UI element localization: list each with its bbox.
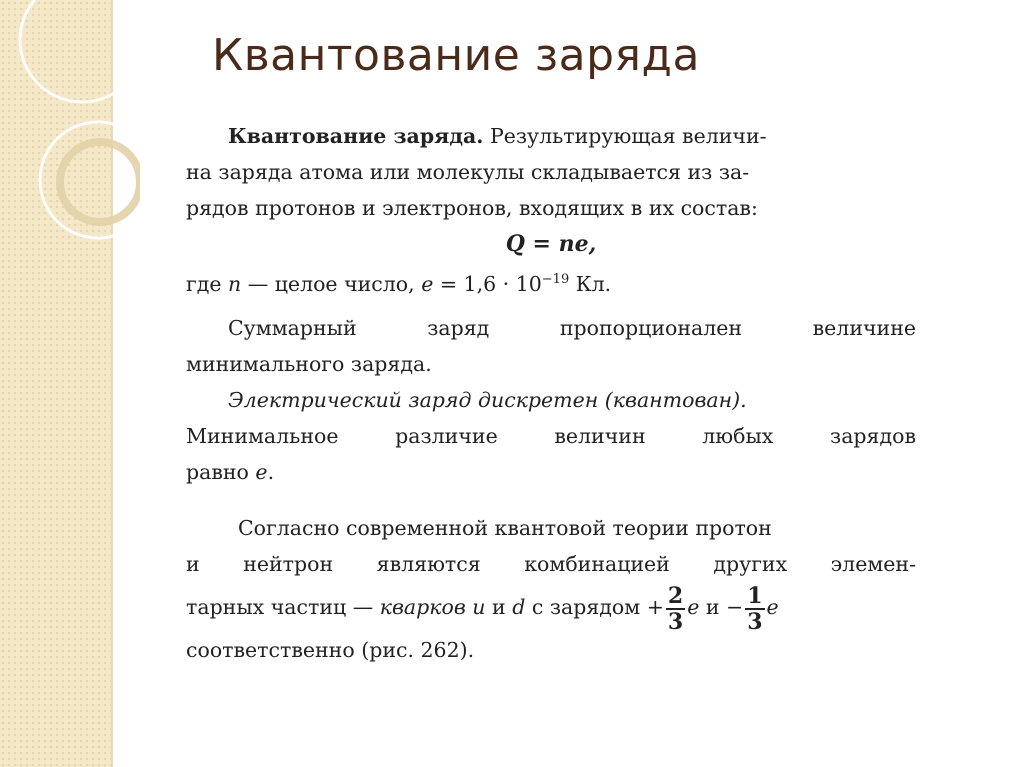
text-span: — целое число, [241,271,422,296]
paragraph-4-line-3 [186,582,916,635]
text-span: и [485,595,513,619]
decorative-circles [0,0,140,320]
paragraph-4-line-1: Согласно современной квантовой теории протон [238,516,772,540]
text-span: и − [699,595,744,619]
quark-d: d [512,595,526,619]
var-e: e [421,271,434,296]
var-e: e [766,595,779,619]
slide-title: Квантование заряда [212,30,700,81]
term-heading: Квантование заряда. [228,124,484,148]
var-e: e [255,460,268,484]
text-span: Кл. [569,271,612,296]
fraction-denominator: 3 [747,608,763,635]
fraction-two-thirds [666,584,685,634]
paragraph-3-line-3 [186,454,916,490]
paragraph-3-line-2: Минимальное различие величин любых зарядов [186,424,916,448]
fraction-denominator: 3 [667,608,684,635]
paragraph-1-line-2: на заряда атома или молекулы складывается из за- [186,160,750,184]
fraction-numerator: 1 [747,582,763,609]
charge-formula: Q = ne, [505,231,597,257]
text-span: тарных частиц — [186,595,380,619]
var-n: n [228,271,242,296]
paragraph-2-line-2: минимального заряда. [186,352,432,376]
text-span: . [267,460,275,484]
paragraph-1-line-1 [186,118,916,154]
text-span: с зарядом + [525,595,664,619]
scanned-textbook-excerpt [186,118,916,668]
fraction-numerator: 2 [667,582,684,609]
exponent: −19 [541,272,570,287]
italic-statement: Электрический заряд дискретен (квантован). [228,388,747,412]
paragraph-3-line-1 [186,382,916,418]
text-span: где [186,271,229,296]
var-e: e [687,595,700,619]
formula-explanation [186,262,916,298]
paragraph-4-line-4: соответственно (рис. 262). [186,638,475,662]
paragraph-2-line-1: Суммарный заряд пропорционален величине [228,316,916,340]
paragraph-1-line-3: рядов протонов и электронов, входящих в их состав: [186,196,758,220]
quarks-term: кварков u [379,595,486,619]
paragraph-4-line-2: и нейтрон являются комбинацией других элемен- [186,552,916,576]
text-span: Результирующая величи- [489,124,767,148]
fraction-one-third [745,584,764,634]
text-span: = 1,6 · 10 [433,271,542,296]
text-span: равно [186,460,256,484]
